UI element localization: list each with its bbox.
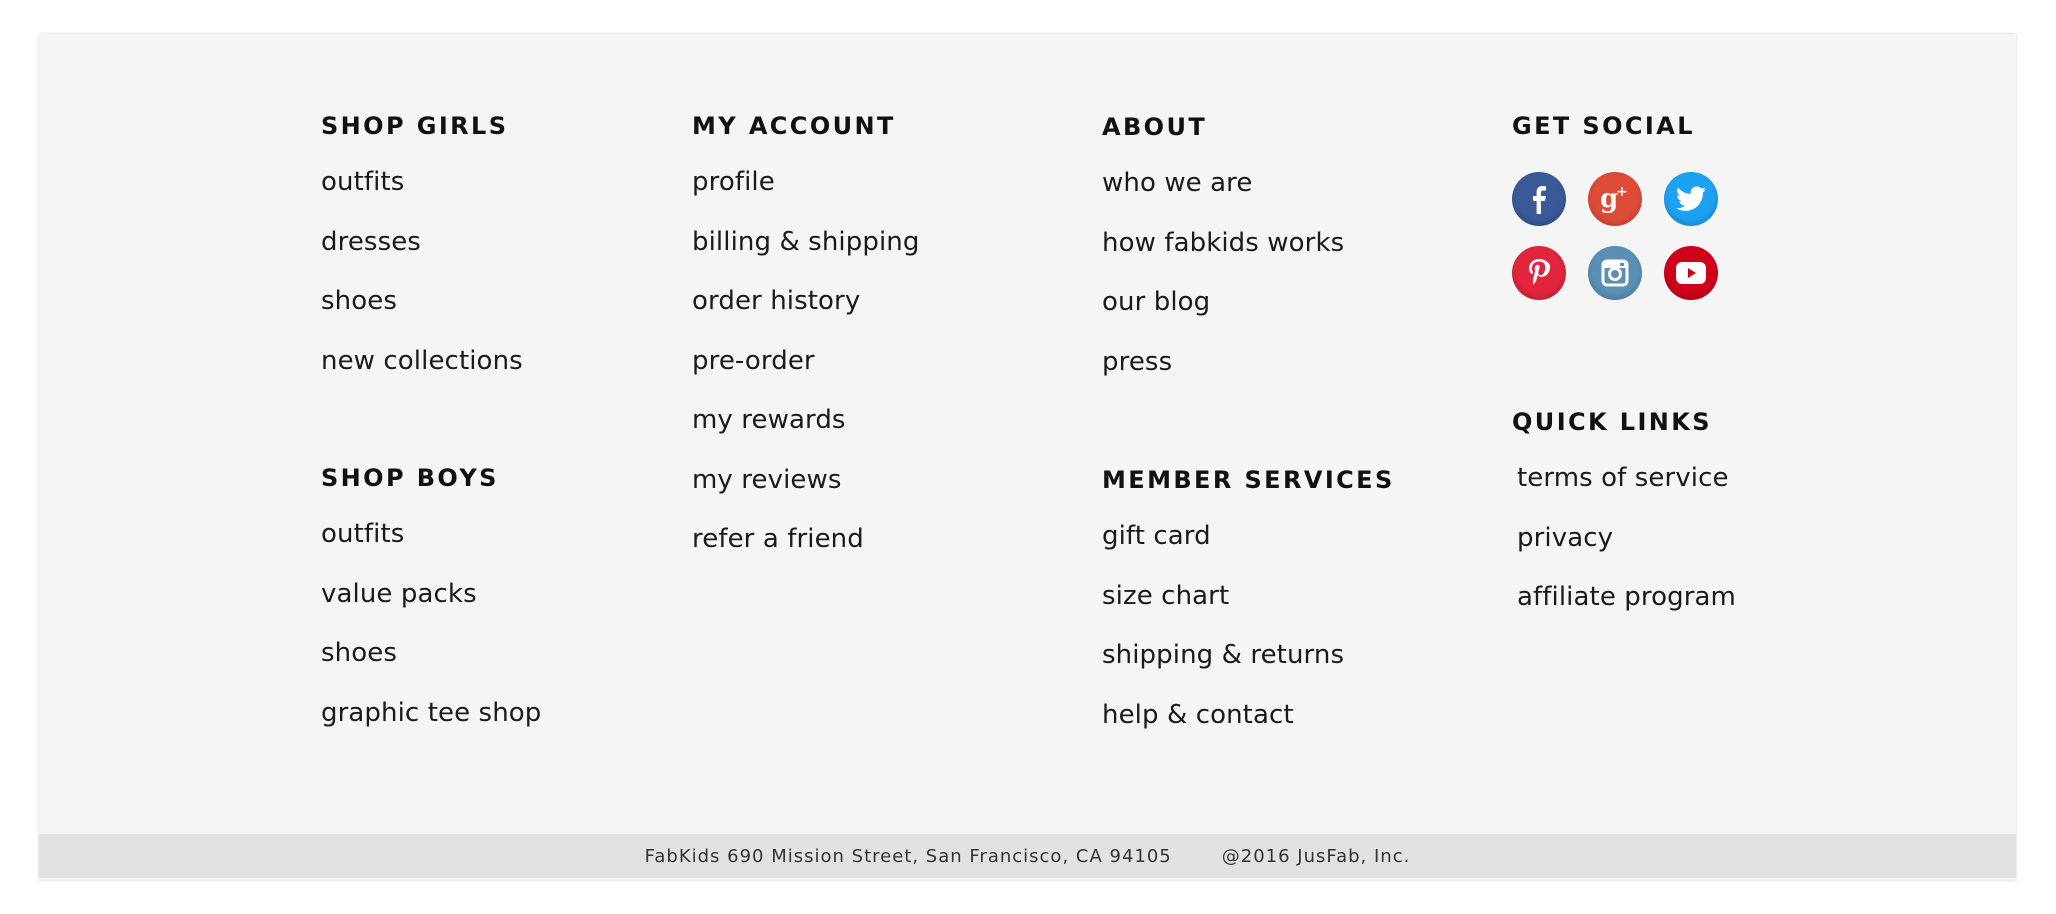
about-link-who-we-are[interactable]: who we are [1102, 168, 1253, 198]
site-footer [39, 34, 2016, 880]
quick-links-link-privacy[interactable]: privacy [1517, 522, 1614, 553]
svg-text:+: + [1616, 184, 1628, 200]
my-account-link-my-reviews[interactable]: my reviews [692, 464, 842, 495]
facebook-icon[interactable] [1512, 172, 1566, 226]
member-services-link-gift-card[interactable]: gift card [1102, 521, 1211, 551]
about-link-how-fabkids-works[interactable]: how fabkids works [1102, 227, 1345, 258]
my-account-link-pre-order[interactable]: pre-order [692, 345, 815, 376]
about-link-our-blog[interactable]: our blog [1102, 287, 1211, 317]
member-services-link-size-chart[interactable]: size chart [1102, 580, 1230, 611]
shop-boys-link-shoes[interactable]: shoes [321, 638, 397, 668]
shop-boys-link-value-packs[interactable]: value packs [321, 578, 477, 609]
shop-girls-link-outfits[interactable]: outfits [321, 167, 405, 197]
member-services-column [1102, 464, 1395, 758]
shop-girls-link-shoes[interactable]: shoes [321, 286, 397, 316]
quick-links-link-affiliate-program[interactable]: affiliate program [1517, 582, 1736, 612]
instagram-icon[interactable] [1588, 246, 1642, 300]
shop-girls-link-new-collections[interactable]: new collections [321, 345, 523, 376]
twitter-icon[interactable] [1664, 172, 1718, 226]
my-account-link-profile[interactable]: profile [692, 167, 775, 197]
shop-boys-column [321, 462, 541, 756]
my-account-column [692, 110, 919, 583]
shop-girls-heading: SHOP GIRLS [321, 112, 509, 140]
member-services-link-shipping-returns[interactable]: shipping & returns [1102, 640, 1345, 670]
copyright-text: @2016 JusFab, Inc. [1221, 845, 1411, 867]
member-services-heading: MEMBER SERVICES [1102, 466, 1395, 494]
member-services-link-help-contact[interactable]: help & contact [1102, 699, 1294, 730]
quick-links-link-terms-of-service[interactable]: terms of service [1517, 463, 1729, 493]
shop-boys-link-graphic-tee-shop[interactable]: graphic tee shop [321, 697, 542, 728]
youtube-icon[interactable] [1664, 246, 1718, 300]
svg-text:g: g [1600, 184, 1619, 214]
my-account-link-refer-a-friend[interactable]: refer a friend [692, 524, 864, 554]
footer-bottom-bar [39, 834, 2016, 878]
get-social-column [1512, 110, 1695, 142]
my-account-link-billing-shipping[interactable]: billing & shipping [692, 226, 920, 257]
about-link-press[interactable]: press [1102, 346, 1173, 377]
about-heading: ABOUT [1102, 113, 1208, 141]
my-account-heading: MY ACCOUNT [692, 112, 896, 140]
shop-boys-link-outfits[interactable]: outfits [321, 519, 405, 549]
pinterest-icon[interactable] [1512, 246, 1566, 300]
company-address: FabKids 690 Mission Street, San Francisco, CA 94105 [644, 845, 1172, 867]
shop-girls-link-dresses[interactable]: dresses [321, 226, 421, 257]
google-plus-icon[interactable] [1588, 172, 1642, 226]
shop-girls-column [321, 110, 523, 404]
about-column [1102, 111, 1344, 405]
my-account-link-my-rewards[interactable]: my rewards [692, 405, 846, 435]
quick-links-column [1512, 406, 1736, 641]
quick-links-heading: QUICK LINKS [1512, 408, 1712, 436]
shop-boys-heading: SHOP BOYS [321, 464, 499, 492]
get-social-heading: GET SOCIAL [1512, 112, 1695, 140]
my-account-link-order-history[interactable]: order history [692, 286, 861, 316]
